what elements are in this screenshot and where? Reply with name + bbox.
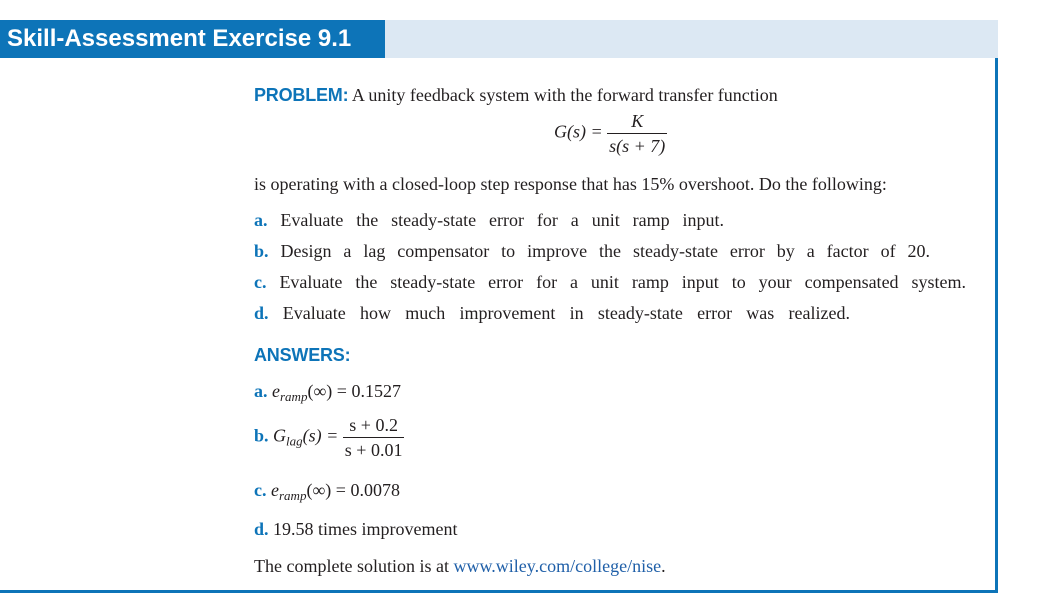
problem-item-b — [254, 240, 930, 262]
answer-arg: (s) = — [302, 425, 339, 446]
item-letter: b. — [254, 241, 269, 261]
item-text: Evaluate the steady-state error for a unit ramp input to your compensated system. — [279, 272, 966, 292]
solution-period: . — [661, 556, 666, 576]
answer-letter: d. — [254, 519, 269, 539]
problem-statement: is operating with a closed-loop step response that has 15% overshoot. Do the following: — [254, 174, 887, 194]
solution-text: The complete solution is at — [254, 556, 449, 576]
problem-intro-text: A unity feedback system with the forward transfer function — [351, 85, 778, 105]
problem-item-c — [254, 271, 966, 293]
frame-right-border — [995, 58, 998, 593]
frame-bottom-border — [0, 590, 998, 593]
exercise-title: Skill-Assessment Exercise 9.1 — [0, 20, 385, 58]
answer-text: 19.58 times improvement — [273, 519, 458, 539]
item-letter: d. — [254, 303, 269, 323]
answer-d — [254, 518, 458, 540]
answer-letter: a. — [254, 381, 268, 401]
tf-numerator: K — [631, 111, 644, 131]
tf-lhs: G(s) = — [554, 121, 603, 142]
solution-link[interactable]: www.wiley.com/college/nise — [453, 556, 662, 576]
answer-c — [254, 479, 400, 507]
answer-subscript: ramp — [280, 389, 308, 404]
item-letter: c. — [254, 272, 267, 292]
answer-arg: (∞) = — [307, 381, 347, 401]
transfer-function — [554, 110, 667, 157]
item-text: Evaluate how much improvement in steady-state error was realized. — [282, 303, 850, 323]
answer-value: 0.1527 — [351, 381, 401, 401]
answer-a — [254, 380, 401, 408]
answer-letter: b. — [254, 425, 269, 446]
lag-denominator: s + 0.01 — [343, 437, 405, 461]
answer-b — [254, 414, 404, 461]
answer-symbol: G — [273, 425, 287, 446]
item-text: Evaluate the steady-state error for a unit ramp input. — [280, 210, 724, 230]
item-letter: a. — [254, 210, 268, 230]
answer-value: 0.0078 — [350, 480, 400, 500]
answer-symbol: e — [271, 480, 279, 500]
answers-label: ANSWERS: — [254, 345, 351, 365]
item-text: Design a lag compensator to improve the steady-state error by a factor of 20. — [280, 241, 931, 261]
problem-item-a — [254, 209, 724, 231]
problem-label: PROBLEM: — [254, 85, 349, 105]
lag-fraction — [343, 414, 405, 461]
tf-fraction — [607, 110, 667, 157]
answer-arg: (∞) = — [306, 480, 346, 500]
answer-symbol: e — [272, 381, 280, 401]
problem-intro — [254, 84, 778, 106]
answer-letter: c. — [254, 480, 267, 500]
lag-numerator: s + 0.2 — [349, 415, 398, 435]
answer-subscript: lag — [286, 433, 303, 449]
answer-subscript: ramp — [279, 488, 307, 503]
problem-item-d — [254, 302, 850, 324]
tf-denominator: s(s + 7) — [607, 133, 667, 157]
solution-note — [254, 555, 666, 577]
